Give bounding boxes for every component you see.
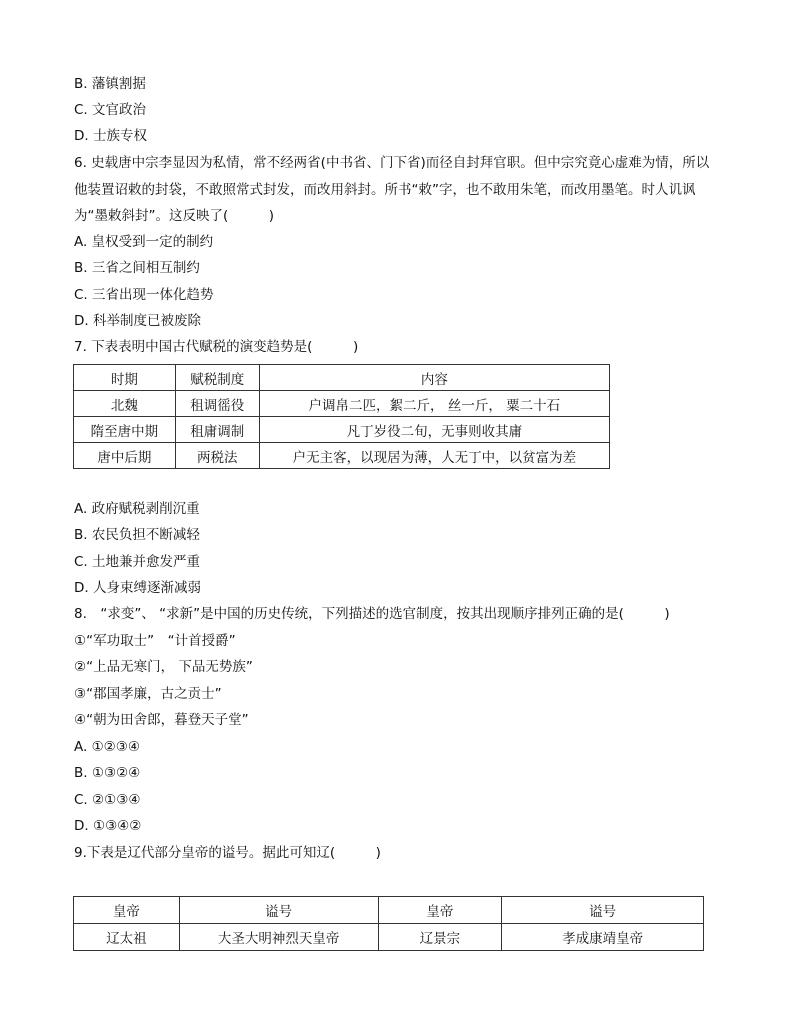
option-d: D. 科举制度已被废除 (74, 313, 201, 329)
q7-stem: 7. 下表表明中国古代赋税的演变趋势是( ) (74, 339, 359, 355)
table-cell: 户调帛二匹，絮二斤， 丝一斤， 粟二十石 (259, 391, 609, 417)
table-row (74, 443, 610, 469)
table-cell: 户无主客，以现居为薄，人无丁中，以贫富为差 (259, 443, 609, 469)
header-cell: 皇帝 (74, 897, 180, 924)
header-cell: 时期 (74, 365, 176, 391)
option-a: A. ①②③④ (74, 739, 140, 755)
table-cell: 辽景宗 (378, 924, 502, 951)
tax-table (73, 364, 610, 469)
q6-stem-line: 他装置诏敕的封袋，不敢照常式封发，而改用斜封。所书“敕”字，也不敢用朱笔，而改用墨笔。时人讥讽 (74, 182, 696, 198)
q8-item: ④“朝为田舍郎，暮登天子堂” (74, 712, 249, 728)
table-cell: 唐中后期 (74, 443, 176, 469)
table-cell: 凡丁岁役二旬，无事则收其庸 (259, 417, 609, 443)
option-c: C. 三省出现一体化趋势 (74, 287, 214, 303)
emperor-table (73, 896, 704, 951)
table-cell: 隋至唐中期 (74, 417, 176, 443)
table-cell: 两税法 (175, 443, 259, 469)
q6-stem-line: 为“墨敕斜封”。这反映了( ) (74, 208, 275, 224)
option-c: C. 土地兼并愈发严重 (74, 554, 201, 570)
option-a: A. 政府赋税剥削沉重 (74, 501, 200, 517)
option-a: A. 皇权受到一定的制约 (74, 234, 214, 250)
table-cell: 北魏 (74, 391, 176, 417)
option-b: B. 农民负担不断减轻 (74, 527, 200, 543)
header-cell: 谥号 (502, 897, 704, 924)
option-b: B. 三省之间相互制约 (74, 260, 200, 276)
q9-stem: 9.下表是辽代部分皇帝的谥号。据此可知辽( ) (74, 845, 381, 861)
table-cell: 租调徭役 (175, 391, 259, 417)
option-d: D. 人身束缚逐渐减弱 (74, 580, 201, 596)
table-cell: 大圣大明神烈天皇帝 (179, 924, 378, 951)
option-c: C. 文官政治 (74, 102, 147, 118)
option-b: B. 藩镇割据 (74, 76, 146, 92)
table-row (74, 391, 610, 417)
table-header-row (74, 897, 704, 924)
header-cell: 内容 (259, 365, 609, 391)
option-c: C. ②①③④ (74, 792, 141, 808)
table-cell: 辽太祖 (74, 924, 180, 951)
q8-item: ①“军功取士” “计首授爵” (74, 633, 236, 649)
q8-item: ③“郡国孝廉，古之贡士” (74, 686, 222, 702)
table-cell: 租庸调制 (175, 417, 259, 443)
option-d: D. 士族专权 (74, 128, 147, 144)
table-cell: 孝成康靖皇帝 (502, 924, 704, 951)
header-cell: 皇帝 (378, 897, 502, 924)
q8-stem: 8. “求变”、 “求新”是中国的历史传统，下列描述的选官制度，按其出现顺序排列正确的是( ) (74, 606, 670, 622)
option-d: D. ①③④② (74, 818, 142, 834)
option-b: B. ①③②④ (74, 765, 141, 781)
table-header-row (74, 365, 610, 391)
table-row (74, 924, 704, 951)
table-row (74, 417, 610, 443)
header-cell: 谥号 (179, 897, 378, 924)
header-cell: 赋税制度 (175, 365, 259, 391)
q8-item: ②“上品无寒门， 下品无势族” (74, 659, 253, 675)
q6-stem-line: 6. 史载唐中宗李显因为私情，常不经两省(中书省、门下省)而径自封拜官职。但中宗究竟心虚难为情，所以 (74, 155, 710, 171)
